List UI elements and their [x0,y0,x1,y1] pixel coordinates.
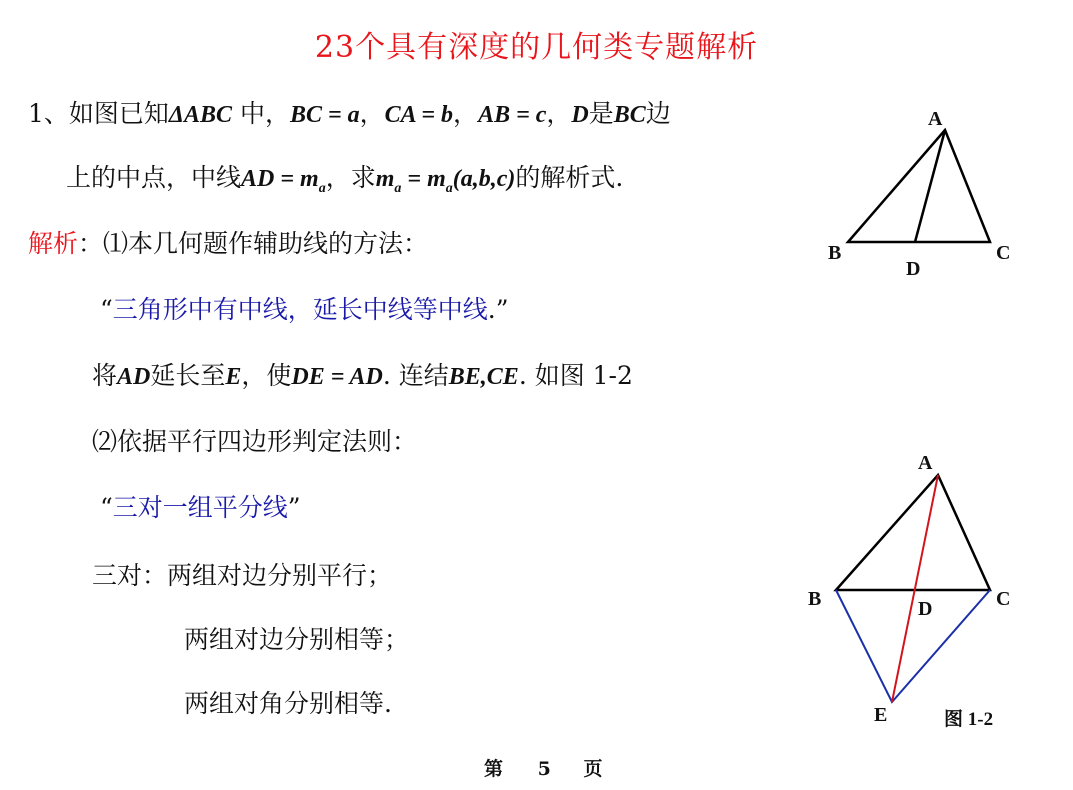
problem-number: 1、 [28,99,69,128]
analysis-text: . 连结 [382,361,449,390]
analysis-step-2: ⑵依据平行四边形判定法则： [92,427,418,456]
analysis-text: 将 [92,361,118,390]
analysis-text: 延长至 [150,361,226,390]
equation-bc: BC = a [289,102,360,128]
fig1-label-d: D [906,258,921,280]
fig2-label-a: A [918,452,933,474]
fig1-label-a: A [928,108,943,130]
fig1-label-c: C [996,242,1011,264]
equation-de: DE = AD [291,364,383,390]
footer-suffix: 页 [583,758,603,780]
page-title: 23个具有深度的几何类专题解析 [314,30,759,65]
segments-be-ce: BE,CE [448,364,519,390]
segment-ad: AD [117,364,151,390]
quote-mark: ” [287,493,301,522]
equation-ca: CA = b [384,102,454,128]
problem-text: 边 [645,99,671,128]
subscript: a [318,181,326,196]
fig2-caption: 图 1-2 [944,709,994,730]
quote-mark: “ [100,295,113,324]
fig2-label-c: C [996,588,1011,610]
var-d: D [571,102,589,128]
subscript: a [394,181,402,196]
segments-be-ce [836,590,990,702]
step-1-text: ⑴本几何题作辅助线的方法： [103,229,429,258]
var-m: m [375,166,395,192]
fig1-label-b: B [828,242,842,264]
rule-1-text: 两组对边分别平行； [167,561,393,590]
fig2-label-e: E [874,704,888,726]
problem-text: 中， [232,99,290,128]
separator: ， [453,99,479,128]
function-args: (a,b,c) [452,166,516,192]
rule-2: 两组对边分别相等； [184,625,410,654]
var-e: E [225,364,242,390]
separator: ， [546,99,572,128]
subscript: a [445,181,453,196]
quote-mark: “ [100,493,113,522]
segment-bc: BC [613,102,646,128]
median-extension-ae [892,475,938,702]
rule-3: 两组对角分别相等. [184,689,392,718]
separator: ： [78,229,104,258]
problem-text: 如图已知 [68,99,169,128]
triangle-symbol: ΔABC [168,102,232,128]
fig2-label-b: B [808,588,822,610]
page-footer [484,754,603,781]
page-number: 5 [537,758,551,780]
analysis-label: 解析 [28,229,79,258]
analysis-text: ，使 [241,361,292,390]
quote-mark: .” [487,295,509,324]
equation-ad: AD = m [241,166,319,192]
problem-text: 上的中点，中线 [66,163,242,192]
problem-text: 的解析式. [515,163,624,192]
footer-prefix: 第 [484,758,504,780]
problem-text: 是 [588,99,614,128]
rule-prefix: 三对： [92,561,168,590]
equation-m: = m [401,166,446,192]
analysis-text: . 如图 1-2 [518,361,633,390]
separator: ， [359,99,385,128]
problem-text: ，求 [325,163,376,192]
fig2-label-d: D [918,598,933,620]
triangle-abc [836,475,990,590]
quote-1-text: 三角形中有中线，延长中线等中线 [112,295,488,324]
quote-2-text: 三对一组平分线 [112,493,288,522]
equation-ab: AB = c [478,102,547,128]
